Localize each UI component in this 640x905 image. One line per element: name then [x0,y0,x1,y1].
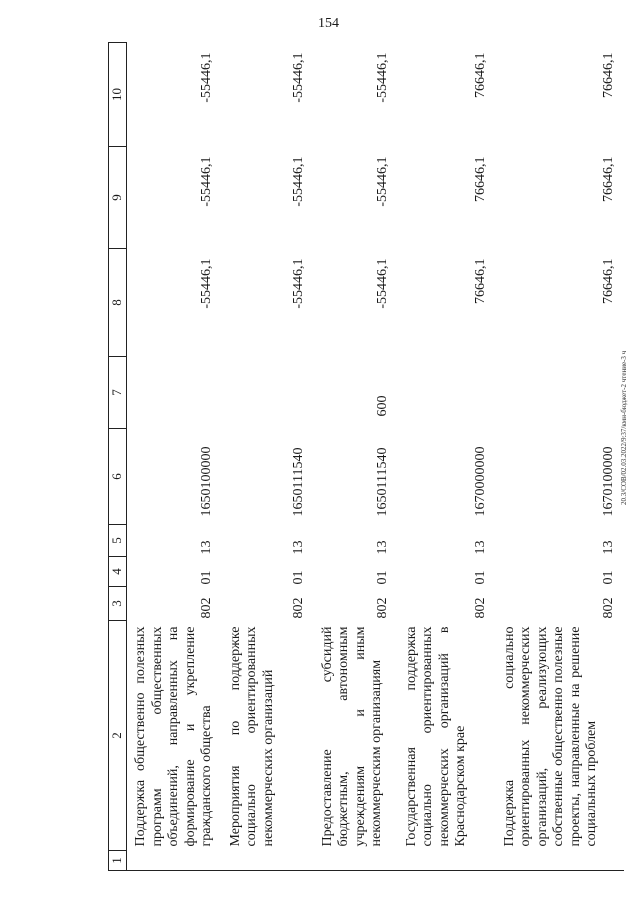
page-number: 154 [318,16,339,31]
table-row [496,43,624,871]
table-row [127,43,222,871]
cell-col9: 76646,1 [473,156,489,202]
cell-col5: 13 [375,540,391,555]
cell-col9: -55446,1 [375,156,391,207]
cell-col9: -55446,1 [291,156,307,207]
cell-col6: 1650111540 [291,447,307,517]
header-cell: 10 [109,43,127,147]
cell-col3: 802 [291,597,307,619]
cell-col8: -55446,1 [375,258,391,309]
cell-col3: 802 [473,597,489,619]
row-index-cell [222,851,314,871]
cell-col6: 1670000000 [473,446,489,517]
row-name: Поддержка социально ориентированных некоммерческих организаций, реализующих собственные общественно полезные проекты, направленные на решение социальных проблем [501,626,600,847]
header-cell: 1 [109,851,127,871]
header-cell: 7 [109,357,127,429]
cell-col5: 13 [601,540,617,555]
row-name: Поддержка общественно полезных программ общественных объединений, направленных на формирование и укрепление гражданского общества [133,626,215,847]
cell-col5: 13 [473,540,489,555]
cell-col6: 1650100000 [199,446,215,517]
document-side-note: 20.3/СОВ/02.03.2022/9:37/кмн-бюджет-2 чтение-3 ч [620,350,628,505]
row-index-cell [127,851,222,871]
cell-col3: 802 [375,597,391,619]
row-name: Предоставление субсидий бюджетным, автономным учреждениям и иным некоммерческим организациям [319,626,385,847]
header-cell: 4 [109,557,127,587]
cell-col4: 01 [291,570,307,585]
cell-col9: -55446,1 [199,156,215,207]
table-row [398,43,496,871]
cell-col10: 76646,1 [601,52,617,98]
header-cell: 2 [109,621,127,851]
header-cell: 6 [109,429,127,525]
cell-col4: 01 [473,570,489,585]
cell-col5: 13 [199,540,215,555]
header-cell: 9 [109,147,127,249]
table-row [222,43,314,871]
cell-col7 [222,357,314,429]
cell-col3: 802 [199,597,215,619]
table-header-row [109,43,127,871]
cell-col5: 13 [291,540,307,555]
cell-col8: -55446,1 [199,258,215,309]
cell-col7 [398,357,496,429]
cell-col4: 01 [375,570,391,585]
header-cell: 5 [109,525,127,557]
cell-col8: 76646,1 [473,258,489,304]
cell-col8: -55446,1 [291,258,307,309]
row-index-cell [398,851,496,871]
cell-col6: 1650111540 [375,447,391,517]
cell-col3: 802 [601,597,617,619]
table-row [314,43,398,871]
cell-col7 [496,357,624,429]
cell-col10: -55446,1 [199,52,215,103]
cell-col9: 76646,1 [601,156,617,202]
budget-table [108,42,624,871]
cell-col7: 600 [375,395,391,417]
cell-col8: 76646,1 [601,258,617,304]
header-cell: 8 [109,249,127,357]
rotated-table-container [108,43,617,871]
row-name: Государственная поддержка социально ориентированных некоммерческих организаций в Краснодарском крае [403,626,469,847]
cell-col10: 76646,1 [473,52,489,98]
cell-col10: -55446,1 [291,52,307,103]
cell-col6: 1670100000 [601,446,617,517]
cell-col4: 01 [601,570,617,585]
header-cell: 3 [109,587,127,621]
cell-col7 [127,357,222,429]
cell-col4: 01 [199,570,215,585]
row-index-cell [314,851,398,871]
row-name: Мероприятия по поддержке социально ориентированных некоммерческих организаций [227,626,276,847]
row-index-cell [496,851,624,871]
cell-col10: -55446,1 [375,52,391,103]
